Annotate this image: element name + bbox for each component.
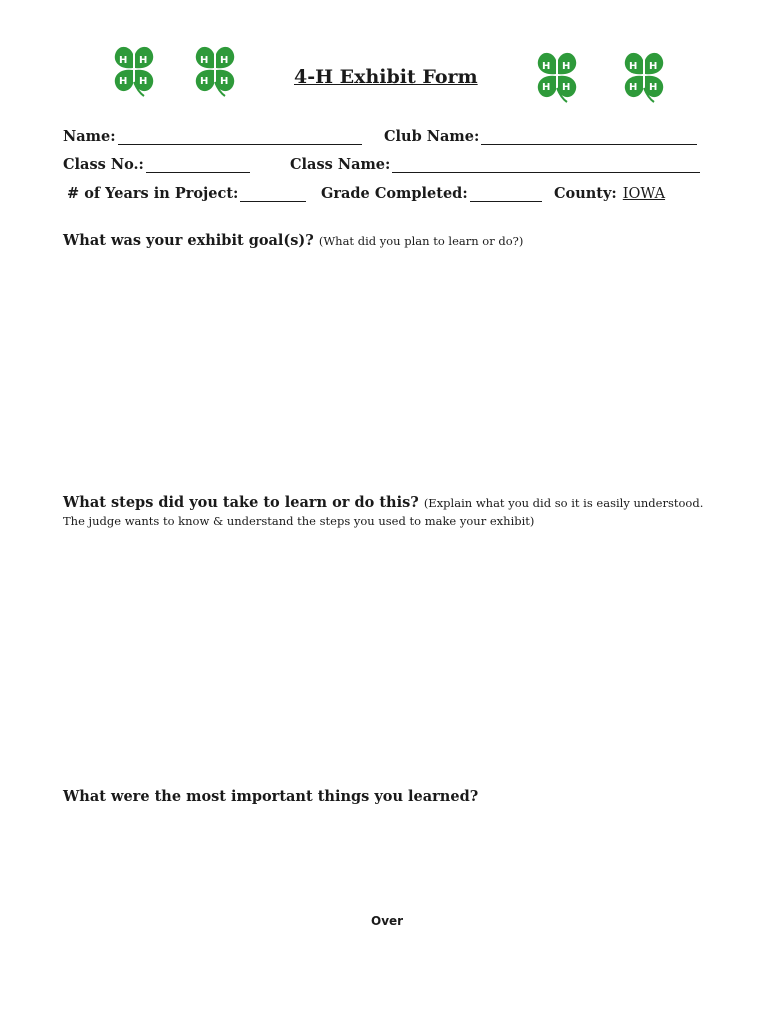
svg-text:H: H — [629, 82, 638, 93]
name-label: Name: — [63, 128, 116, 145]
question-text: What was your exhibit goal(s)? — [63, 232, 314, 249]
grade-field[interactable] — [321, 185, 542, 202]
name-field[interactable] — [63, 128, 362, 145]
svg-text:H: H — [220, 76, 229, 87]
svg-text:H: H — [139, 55, 148, 66]
question-exhibit-goals — [63, 232, 523, 249]
svg-text:H: H — [542, 61, 551, 72]
class-name-label: Class Name: — [290, 156, 391, 173]
years-input-line[interactable] — [240, 187, 306, 202]
svg-text:H: H — [200, 55, 209, 66]
svg-text:H: H — [200, 76, 209, 87]
4h-clover-icon — [618, 48, 670, 104]
class-name-input-line[interactable] — [392, 158, 700, 173]
class-no-label: Class No.: — [63, 156, 144, 173]
grade-label: Grade Completed: — [321, 185, 468, 202]
county-field — [554, 185, 665, 202]
svg-text:H: H — [562, 82, 571, 93]
grade-input-line[interactable] — [470, 187, 542, 202]
svg-text:H: H — [542, 82, 551, 93]
class-no-input-line[interactable] — [146, 158, 250, 173]
class-no-field[interactable] — [63, 156, 250, 173]
question-text: What steps did you take to learn or do this? — [63, 494, 419, 511]
county-label: County: — [554, 185, 617, 202]
question-hint-continued: The judge wants to know & understand the steps you used to make your exhibit) — [63, 514, 535, 528]
question-hint: (Explain what you did so it is easily understood. — [423, 496, 704, 510]
4h-clover-icon — [108, 42, 160, 98]
svg-text:H: H — [139, 76, 148, 87]
svg-text:H: H — [119, 76, 128, 87]
years-field[interactable] — [67, 185, 306, 202]
4h-clover-icon — [531, 48, 583, 104]
svg-text:H: H — [119, 55, 128, 66]
class-name-field[interactable] — [290, 156, 700, 173]
question-text: What were the most important things you learned? — [63, 788, 479, 805]
club-name-label: Club Name: — [384, 128, 480, 145]
page-over-note: Over — [371, 914, 404, 928]
svg-text:H: H — [629, 61, 638, 72]
question-hint: (What did you plan to learn or do?) — [318, 234, 524, 248]
name-input-line[interactable] — [118, 130, 362, 145]
county-value: IOWA — [622, 186, 666, 202]
form-title: 4-H Exhibit Form — [294, 66, 478, 88]
svg-text:H: H — [649, 82, 658, 93]
svg-text:H: H — [220, 55, 229, 66]
question-steps-taken — [63, 494, 703, 511]
club-name-input-line[interactable] — [481, 130, 697, 145]
4h-clover-icon — [189, 42, 241, 98]
club-name-field[interactable] — [384, 128, 697, 145]
svg-text:H: H — [562, 61, 571, 72]
question-important-learnings — [63, 788, 478, 805]
svg-text:H: H — [649, 61, 658, 72]
years-label: # of Years in Project: — [67, 185, 239, 202]
